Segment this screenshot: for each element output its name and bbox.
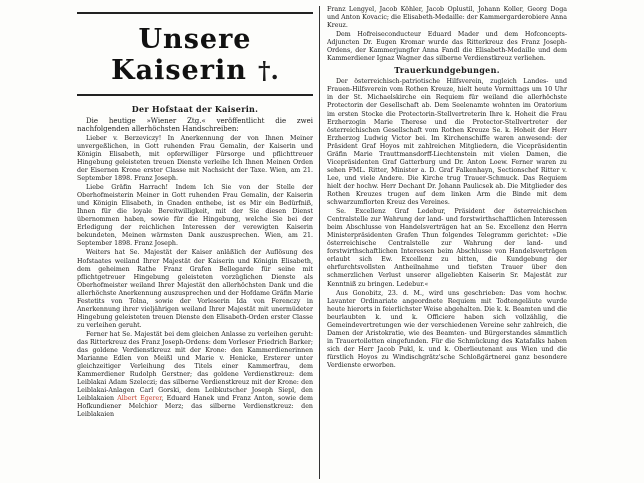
paragraph-harrach: Liebe Gräfin Harrach! Indem Ich Sie von der Stelle der Oberhofmeisterin Meiner in Gott ruhenden Frau Gemalin, der Kaiserin und Königin Elisabeth, in Gnaden enthebe, ist es Mir ein Bedürfniß, Ihnen für die loyale Bereitwilligkeit, mit der Sie diesen Dienst übernommen haben, sowie für die Hingebung, welche Sie bei der Erledigung der reichlichen Interessen der verewigten Kaiserin bekundeten, Meinen wärmsten Dank auszusprechen. Wien, am 21. September 1898. Franz Joseph. — [77, 184, 313, 248]
paragraph-auszeichnungen-end: , Eduard Hanek und Franz Anton, sowie dem Hofkundiener Melchior Merz; das silberne Verdienstkreuz: den Leiblakaien — [77, 395, 313, 419]
right-column — [327, 6, 567, 479]
left-column — [77, 6, 313, 479]
paragraph-gonobitz: Aus Gonobitz, 23. d. M., wird uns geschrieben: Das vom hochw. Lavanter Ordinariate angeordnete Requiem mit Todtengeläute wurde heute hierorts in feierlichster Weise abgehalten. Die k. k. Beamten und die beurlaubten k. und k. Officiere haben sich vollzählig, die Gemeindevertretungen wie der verschiedenen Vereine sehr zahlreich, die Damen der Aristokratie, wie des Beamten- und Bürgerstandes sämmtlich in Trauertoiletten eingefunden. Für die Schmückung des Katafalks haben sich der Herr Jacob Pukl, k. und k. Oberlieutenant aus Wien und die fürstlich Hoyos zu Windischgrätz'sche Schloßgärtnerei ganz besondere Verdienste erworben. — [327, 289, 567, 369]
paragraph-hilfsverein: Der österreichisch-patriotische Hilfsverein, zugleich Landes- und Frauen-Hilfsverein vom Rothen Kreuze, hielt heute Vormittags um 10 Uhr in der St. Michaelskirche ein Requiem für weiland die allerhöchste Protectorin der Gesellschaft ab. Dem Seelenamte wohnten im Oratorium im ersten Stocke die Protectorin-Stellvertreterin Ihre k. Hoheit die Frau Erzherzogin Marie Therese und die Protector-Stellvertreter der österreichischen Gesellschaft vom Rothen Kreuze Se. k. Hoheit der Herr Erzherzog Ludwig Victor bei. Im Kirchenschiffe waren anwesend: der Präsident Graf Hoyos mit zahlreichen Mitgliedern, die Vicepräsidentin Gräfin Marie Trauttmansdorff-Liechtenstein mit vielen Damen, die Vicepräsidenten Graf Gatterburg und Dr. Anton Loew. Ferner waren zu sehen FML. Ritter, Minister a. D. Graf Falkenhayn, Sectionschef Ritter v. Lee, und viele Andere. Die Kirche trug Trauer-Schmuck. Das Requiem hielt der hochw. Herr Dechant Dr. Johann Paulicsek ab. Die Mitglieder des Rothen Kreuzes trugen auf dem linken Arm die Binde mit dem schwarzumflorten Kreuz des Vereines. — [327, 78, 567, 207]
paragraph-hofreiseconducteur: Dem Hofreiseconducteur Eduard Mader und dem Hofconcepts-Adjuncten Dr. Eugen Kromar wurde das Ritterkreuz des Franz Joseph-Ordens, der Kammerjungfer Anna Fandl die Elisabeth-Medaille und dem Kammerdiener Ignaz Wagner das silberne Verdienstkreuz verliehen. — [327, 31, 567, 63]
paragraph-continuation: Franz Lengyel, Jacob Köhler, Jacob Oplustil, Johann Koller, Georg Doga und Anton Kovacic; die Elisabeth-Medaille: der Kammergarderobiere Anna Kreuz. — [327, 6, 567, 30]
masthead-cross: †. — [257, 56, 279, 85]
paragraph-auszeichnungen-text: Ferner hat Se. Majestät bei dem gleichen Anlasse zu verleihen geruht: das Ritterkreuz des Franz Joseph-Ordens: dem Vorleser Friedrich Barker; das goldene Verdienstkreuz mit der Krone: den Kammerdienerinnen Marianne Edlen von Meißl und Marie v. Henicke, Ersterer unter gleichzeitiger Verleihung des Titels einer Kammerfrau, dem Kammerdiener Rudolph Gerstner; das goldene Verdienstkreuz: dem Leiblakai Adam Szeleczi; das silberne Verdienstkreuz mit der Krone: den Leiblakai-Anlagen Carl Gorski, dem Leibkutscher Joseph Siepl, den Leiblakaien — [77, 330, 313, 403]
paragraph-berzeviczy: Lieber v. Berzeviczy! In Anerkennung der von Ihnen Meiner unvergeßlichen, in Gott ruhenden Frau Gemalin, der Kaiserin und Königin Elisabeth, mit opferwilliger Fürsorge und pflichttreuer Hingebung geleisteten treuen Dienste verleihe Ich Ihnen Meinen Orden der Eisernen Krone erster Classe mit Nachsicht der Taxe. Wien, am 21. September 1898. Franz Joseph. — [77, 134, 313, 183]
column-divider — [319, 6, 320, 479]
paragraph-auszeichnungen — [77, 331, 313, 420]
masthead — [77, 12, 313, 96]
section-heading-hofstaat: Der Hofstaat der Kaiserin. — [131, 104, 259, 114]
paragraph-ledebur: Se. Excellenz Graf Ledebur, Präsident der österreichischen Centralstelle zur Wahrung der land- und forstwirthschaftlichen Interessen beim Abschlusse von Handelsverträgen hat an Se. Excellenz den Herrn Ministerpräsidenten Grafen Thun folgendes Telegramm gerichtet: »Die österreichische Centralstelle zur Wahrung der land- und forstwirthschaftlichen Interessen beim Abschlusse von Handelsverträgen erlaubt sich Ew. Excellenz zu bitten, die Kundgebung der ehrfurchtsvollsten Antheilnahme und tiefsten Trauer über den schmerzlichen Verlust unserer allgeliebten Kaiserin Sr. Majestät zur Kenntniß zu bringen. Ledebur.« — [327, 208, 567, 288]
section-heading-trauer: Trauerkundgebungen. — [394, 65, 500, 76]
highlighted-name: Albert Egerer — [117, 395, 162, 403]
intro-paragraph: Die heutige »Wiener Ztg.« veröffentlicht die zwei nachfolgenden allerhöchsten Handschreiben: — [77, 117, 313, 134]
paragraph-aufloesung: Weiters hat Se. Majestät der Kaiser anläßlich der Auflösung des Hofstaates weiland Ihrer Majestät der Kaiserin und Königin Elisabeth, dem geheimen Rathe Franz Grafen Bellegarde für seine mit pflichtgetreuer Hingebung geleisteten vorzüglichen Dienste als Oberhofmeister weiland Ihrer Majestät den allerhöchsten Dank und die allerhöchste Anerkennung auszusprechen und der Hofdame Gräfin Marie Festetits von Tolna, sowie der Vorleserin Ida von Ferenczy in Anerkennung ihrer vieljährigen weiland Ihrer Majestät mit unermüdeter Hingebung geleisteten treuen Dienste den Elisabeth-Orden erster Classe zu verleihen geruht. — [77, 249, 313, 329]
masthead-title: Unsere Kaiserin — [111, 24, 252, 86]
